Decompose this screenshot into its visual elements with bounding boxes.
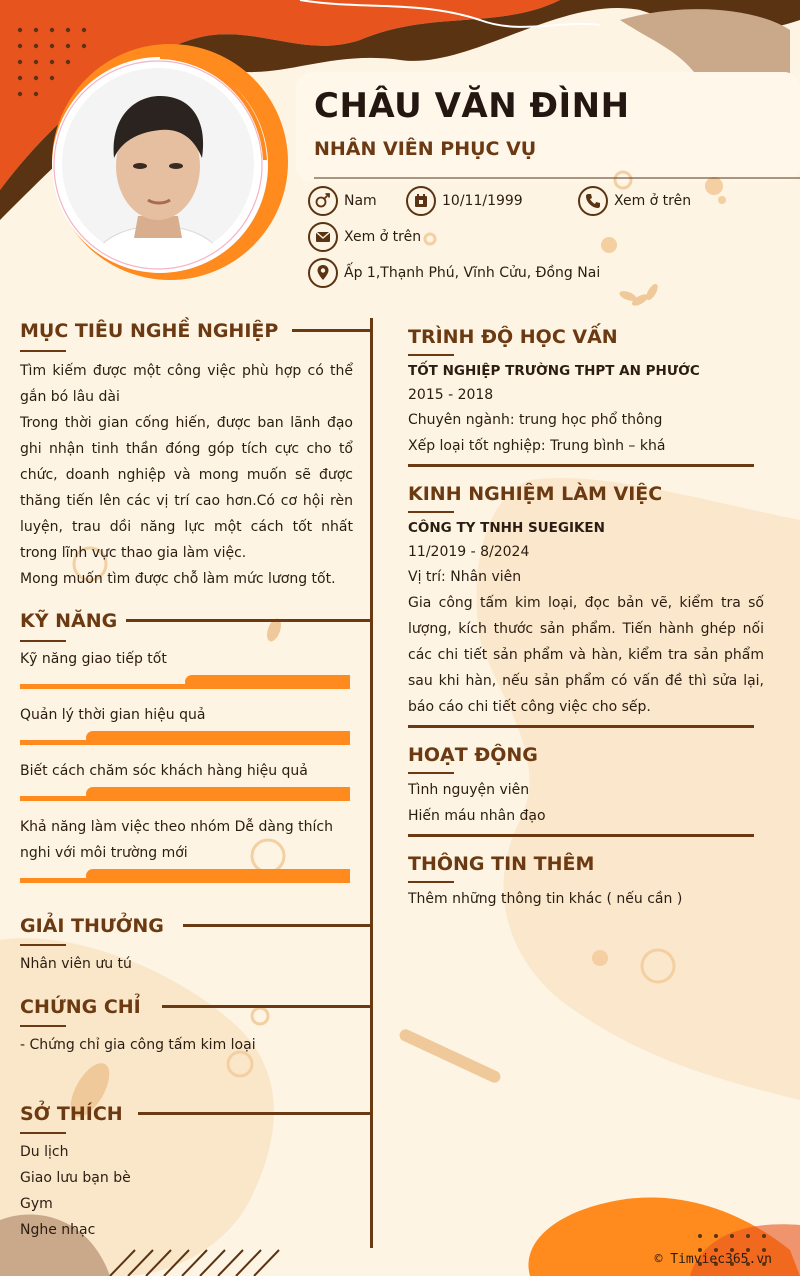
skill-label: Khả năng làm việc theo nhóm Dễ dàng thích nghi với môi trường mới bbox=[20, 819, 333, 861]
objective-paragraph: Tìm kiếm được một công việc phù hợp có thể gắn bó lâu dài bbox=[20, 363, 353, 405]
hobbies-line bbox=[138, 1112, 372, 1115]
objective-underline bbox=[20, 350, 66, 352]
section-divider bbox=[408, 464, 754, 467]
additional-title: THÔNG TIN THÊM bbox=[408, 853, 595, 875]
education-grade: Xếp loại tốt nghiệp: Trung bình – khá bbox=[408, 438, 666, 454]
skill-bar-fill bbox=[86, 787, 350, 801]
contact-phone bbox=[578, 186, 691, 216]
experience-period: 11/2019 - 8/2024 bbox=[408, 544, 530, 560]
hobby-item: Du lịch bbox=[20, 1144, 69, 1160]
objective-title: MỤC TIÊU NGHỀ NGHIỆP bbox=[20, 320, 279, 342]
section-divider bbox=[408, 725, 754, 728]
skill-bar-fill bbox=[86, 731, 350, 745]
education-title: TRÌNH ĐỘ HỌC VẤN bbox=[408, 326, 618, 348]
skills-title: KỸ NĂNG bbox=[20, 610, 118, 632]
birthday-value: 10/11/1999 bbox=[442, 193, 523, 209]
award-item: Nhân viên ưu tú bbox=[20, 956, 132, 972]
experience-title: KINH NGHIỆM LÀM VIỆC bbox=[408, 483, 663, 505]
gender-value: Nam bbox=[344, 193, 377, 209]
hobbies-list bbox=[20, 1139, 131, 1243]
column-divider bbox=[370, 318, 373, 1248]
phone-value: Xem ở trên bbox=[614, 193, 692, 209]
additional-text: Thêm những thông tin khác ( nếu cần ) bbox=[408, 891, 683, 907]
skill-label: Kỹ năng giao tiếp tốt bbox=[20, 651, 167, 667]
contact-birthday bbox=[406, 186, 523, 216]
profile-photo bbox=[60, 66, 256, 262]
skills-line bbox=[126, 619, 372, 622]
calendar-icon bbox=[406, 186, 436, 216]
additional-underline bbox=[408, 881, 454, 883]
certificates-underline bbox=[20, 1025, 66, 1027]
contact-email bbox=[308, 222, 421, 252]
section-divider bbox=[408, 834, 754, 837]
hobby-item: Giao lưu bạn bè bbox=[20, 1170, 131, 1186]
email-value: Xem ở trên bbox=[344, 229, 422, 245]
awards-title: GIẢI THƯỞNG bbox=[20, 915, 164, 937]
experience-underline bbox=[408, 511, 454, 513]
experience-description: Gia công tấm kim loại, đọc bản vẽ, kiểm tra số lượng, kích thước sản phẩm. Tiến hành ghép nối các chi tiết sản phẩm và hàn, kiểm tra sản phẩm sau khi hàn, nếu sản phẩm có vấn đề thì sửa lại, báo cáo chi tiết công việc cho sếp. bbox=[408, 595, 764, 715]
activity-item: Hiến máu nhân đạo bbox=[408, 808, 546, 824]
awards-line bbox=[183, 924, 372, 927]
address-value: Ấp 1,Thạnh Phú, Vĩnh Cửu, Đồng Nai bbox=[344, 265, 601, 281]
skill-label: Biết cách chăm sóc khách hàng hiệu quả bbox=[20, 763, 308, 779]
hobby-item: Nghe nhạc bbox=[20, 1222, 96, 1238]
activities-underline bbox=[408, 772, 454, 774]
experience-company: CÔNG TY TNHH SUEGIKEN bbox=[408, 520, 605, 536]
education-period: 2015 - 2018 bbox=[408, 387, 494, 403]
certificate-item: - Chứng chỉ gia công tấm kim loại bbox=[20, 1037, 256, 1053]
objective-paragraph: Mong muốn tìm được chỗ làm mức lương tốt. bbox=[20, 571, 336, 587]
phone-icon bbox=[578, 186, 608, 216]
awards-underline bbox=[20, 944, 66, 946]
hobby-item: Gym bbox=[20, 1196, 53, 1212]
contact-address bbox=[308, 258, 600, 288]
skill-label: Quản lý thời gian hiệu quả bbox=[20, 707, 206, 723]
watermark: © Timviec365.vn bbox=[654, 1252, 772, 1267]
gender-icon bbox=[308, 186, 338, 216]
location-pin-icon bbox=[308, 258, 338, 288]
education-school: TỐT NGHIỆP TRƯỜNG THPT AN PHƯỚC bbox=[408, 363, 700, 379]
skill-bar-fill bbox=[185, 675, 350, 689]
education-major: Chuyên ngành: trung học phổ thông bbox=[408, 412, 663, 428]
skills-underline bbox=[20, 640, 66, 642]
job-title: NHÂN VIÊN PHỤC VỤ bbox=[314, 138, 537, 160]
objective-body bbox=[20, 358, 353, 592]
hobbies-underline bbox=[20, 1132, 66, 1134]
education-underline bbox=[408, 354, 454, 356]
experience-position: Vị trí: Nhân viên bbox=[408, 569, 522, 585]
objective-line bbox=[292, 329, 372, 332]
candidate-name: CHÂU VĂN ĐÌNH bbox=[314, 86, 630, 126]
certificates-line bbox=[162, 1005, 372, 1008]
certificates-title: CHỨNG CHỈ bbox=[20, 996, 141, 1018]
activities-title: HOẠT ĐỘNG bbox=[408, 744, 538, 766]
hobbies-title: SỞ THÍCH bbox=[20, 1103, 123, 1125]
contact-gender bbox=[308, 186, 377, 216]
objective-paragraph: Trong thời gian cống hiến, được ban lãnh đạo ghi nhận tinh thần đóng góp tích cực cho tổ chức, doanh nghiệp và mong muốn sẽ được thăng tiến lên các vị trí cao hơn.Có cơ hội rèn luyện, trau dồi năng lực một cách tốt nhất trong lĩnh vực thao gia làm việc. bbox=[20, 415, 353, 561]
activity-item: Tình nguyện viên bbox=[408, 782, 530, 798]
email-icon bbox=[308, 222, 338, 252]
skill-bar-fill bbox=[86, 869, 350, 883]
